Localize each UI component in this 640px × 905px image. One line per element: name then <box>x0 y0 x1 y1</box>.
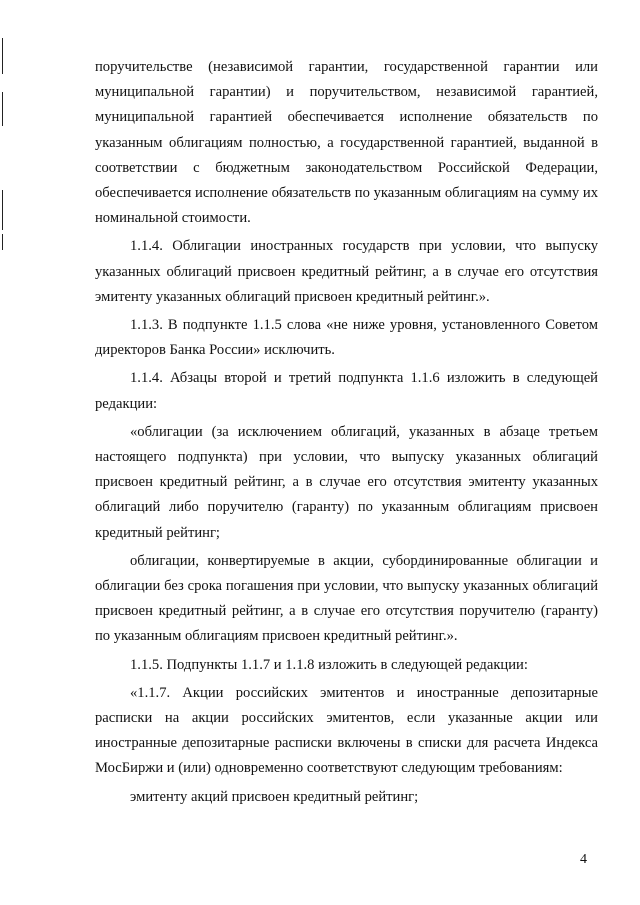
paragraph-issuer-rating: эмитенту акций присвоен кредитный рейтинг; <box>130 788 419 805</box>
paragraph-1-1-4-amend: 1.1.4. Абзацы второй и третий подпункта 1.1.6 изложить в следующей редакции: <box>95 370 598 412</box>
paragraph-quoted-bonds: «облигации (за исключением облигаций, указанных в абзаце третьем настоящего подпункта) при условии, что выпуску указанных облигаций присвоен кредитный рейтинг, а в случае его отсутствия эмитенту указанных облигаций либо поручителю (гаранту) по указанным облигациям присвоен кредитный рейтинг; <box>95 423 598 541</box>
paragraph-1-1-4-foreign-bonds: 1.1.4. Облигации иностранных государств при условии, что выпуску указанных облигаций присвоен кредитный рейтинг, а в случае его отсутствия эмитенту указанных облигаций присвоен кредитный рейтинг.». <box>95 238 598 305</box>
scan-edge-mark <box>2 234 3 250</box>
paragraph-1-1-7-shares: «1.1.7. Акции российских эмитентов и иностранные депозитарные расписки на акции российских эмитентов, если указанные акции или иностранные депозитарные расписки включены в списки для расчета Индекса МосБиржи и (или) одновременно соответствуют следующим требованиям: <box>95 684 598 777</box>
paragraph-1-1-3: 1.1.3. В подпункте 1.1.5 слова «не ниже уровня, установленного Советом директоров Банка России» исключить. <box>95 317 598 359</box>
page-number: 4 <box>580 852 587 867</box>
scan-edge-mark <box>2 190 3 230</box>
document-body <box>95 55 598 810</box>
paragraph-convertible-bonds: облигации, конвертируемые в акции, субординированные облигации и облигации без срока погашения при условии, что выпуску указанных облигаций присвоен кредитный рейтинг, а в случае его отсутствия поручителю (гаранту) по указанным облигациям присвоен кредитный рейтинг.». <box>95 552 598 645</box>
paragraph-guarantee-continuation: поручительстве (независимой гарантии, государственной гарантии или муниципальной гарантии) и поручительством, независимой гарантией, муниципальной гарантией обеспечивается исполнение обязательств по указанным облигациям полностью, а государственной гарантией, выданной в соответствии с бюджетным законодательством Российской Федерации, обеспечивается исполнение обязательств по указанным облигациям на сумму их номинальной стоимости. <box>95 59 598 227</box>
paragraph-1-1-5: 1.1.5. Подпункты 1.1.7 и 1.1.8 изложить в следующей редакции: <box>130 656 528 673</box>
scan-edge-mark <box>2 92 3 126</box>
scan-edge-mark <box>2 38 3 74</box>
